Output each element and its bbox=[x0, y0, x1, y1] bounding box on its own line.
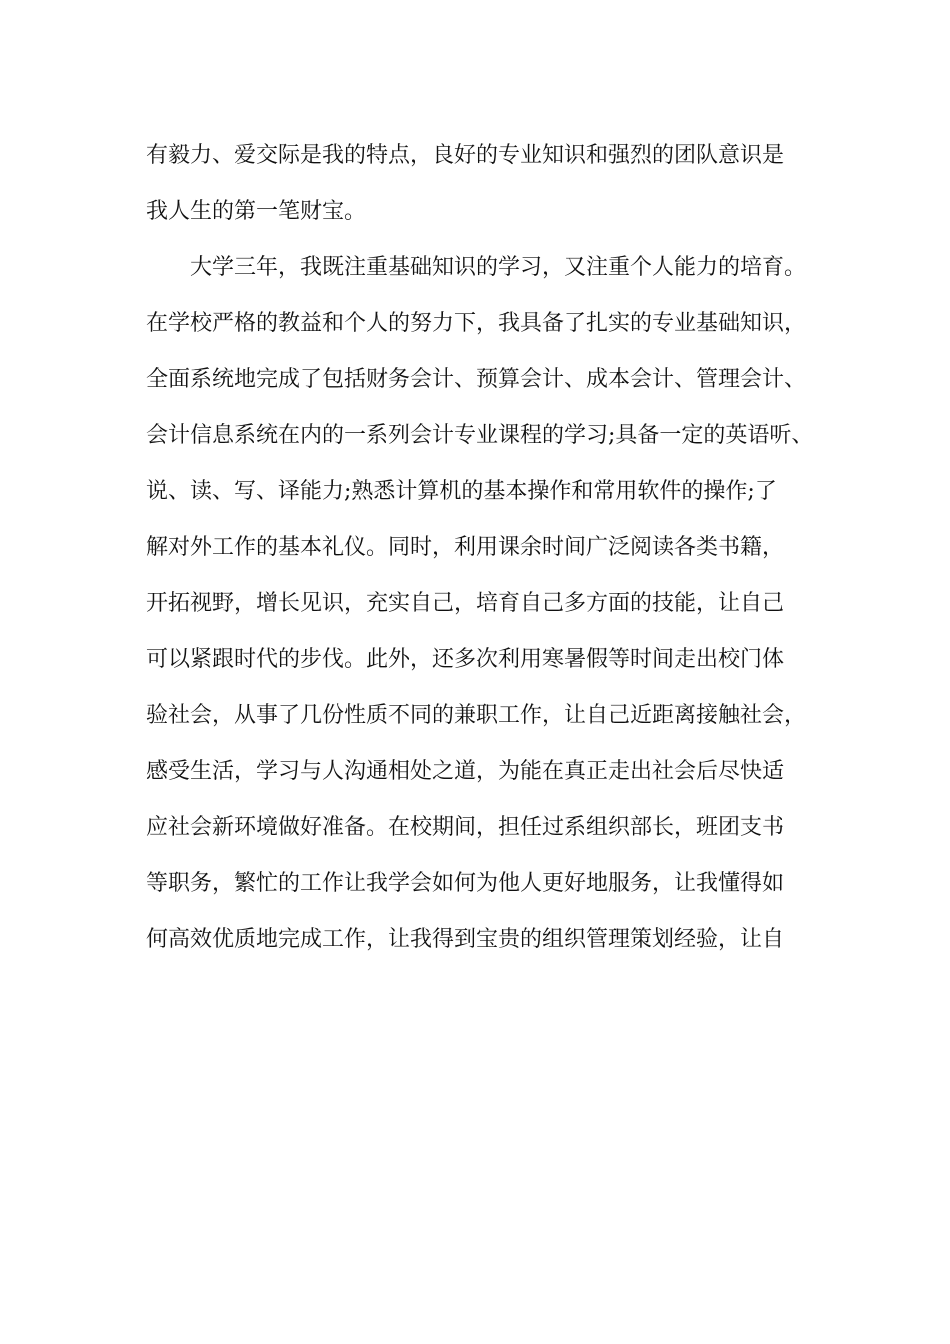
text-line-5: 全面系统地完成了包括财务会计、预算会计、成本会计、管理会计、 bbox=[146, 367, 807, 392]
text-line-6: 会计信息系统在内的一系列会计专业课程的学习;具备一定的英语听、 bbox=[146, 423, 814, 448]
text-line-8: 解对外工作的基本礼仪。同时，利用课余时间广泛阅读各类书籍， bbox=[146, 535, 785, 560]
text-line-2: 我人生的第一笔财宝。 bbox=[146, 199, 367, 224]
text-line-9: 开拓视野，增长见识，充实自己，培育自己多方面的技能，让自己 bbox=[146, 591, 785, 616]
text-line-15: 何高效优质地完成工作，让我得到宝贵的组织管理策划经验，让自 bbox=[146, 927, 785, 952]
text-line-7: 说、读、写、译能力;熟悉计算机的基本操作和常用软件的操作;了 bbox=[146, 479, 777, 504]
text-line-13: 应社会新环境做好准备。在校期间，担任过系组织部长，班团支书 bbox=[146, 815, 785, 840]
text-line-4: 在学校严格的教益和个人的努力下，我具备了扎实的专业基础知识， bbox=[146, 311, 807, 336]
text-line-14: 等职务，繁忙的工作让我学会如何为他人更好地服务，让我懂得如 bbox=[146, 871, 785, 896]
text-line-11: 验社会，从事了几份性质不同的兼职工作，让自己近距离接触社会， bbox=[146, 703, 807, 728]
text-line-10: 可以紧跟时代的步伐。此外，还多次利用寒暑假等时间走出校门体 bbox=[146, 647, 785, 672]
document-body bbox=[146, 128, 846, 968]
text-line-3: 大学三年，我既注重基础知识的学习，又注重个人能力的培育。 bbox=[190, 255, 807, 280]
text-line-1: 有毅力、爱交际是我的特点，良好的专业知识和强烈的团队意识是 bbox=[146, 143, 785, 168]
text-line-12: 感受生活，学习与人沟通相处之道，为能在真正走出社会后尽快适 bbox=[146, 759, 785, 784]
